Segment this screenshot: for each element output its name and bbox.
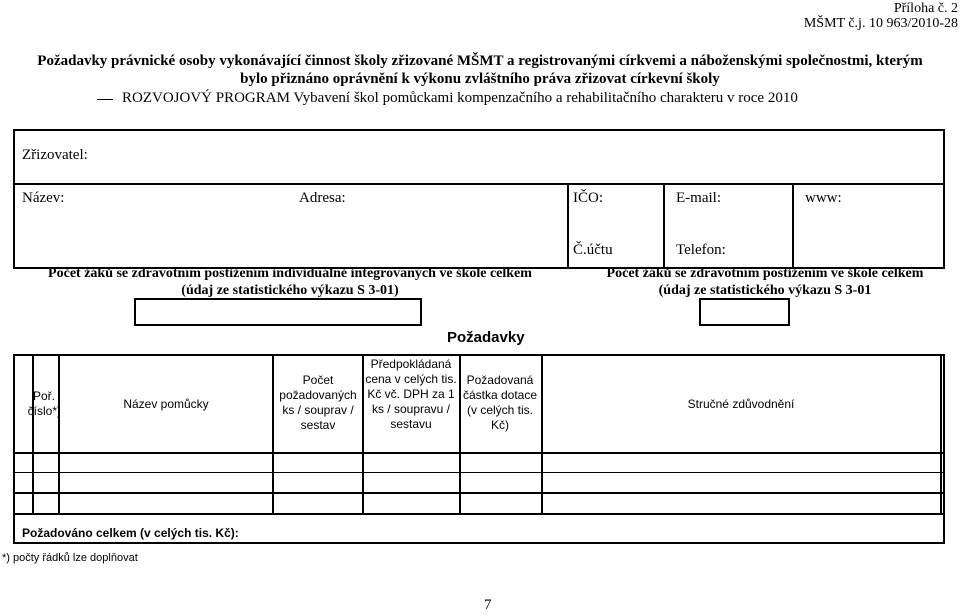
title-line-3: ROZVOJOVÝ PROGRAM Vybavení škol pomůckami kompenzačního a rehabilitačního charakteru v roce 2010 [122, 90, 798, 106]
divider [663, 183, 665, 269]
col-header-subsidy: Požadovaná částka dotace (v celých tis. Kč) [462, 373, 538, 432]
col-header-order: Poř. číslo*] [27, 389, 61, 418]
divider [272, 354, 274, 513]
appendix-label: Příloha č. 2 [893, 1, 958, 16]
divider [58, 354, 60, 513]
www-label: www: [805, 190, 842, 206]
divider [13, 183, 945, 185]
total-pupils-input[interactable] [699, 298, 790, 326]
title-line-2: bylo přiznáno oprávnění k výkonu zvláštního práva zřizovat církevní školy [240, 71, 720, 87]
total-requested-label: Požadováno celkem (v celých tis. Kč): [22, 526, 239, 540]
title-dash [97, 99, 113, 100]
footnote: *) počty řádků lze doplňovat [2, 552, 138, 564]
col-header-quantity: Počet požadovaných ks / souprav / sestav [279, 373, 357, 432]
divider [13, 472, 945, 473]
divider [541, 354, 543, 513]
divider [13, 492, 945, 494]
col-header-justification: Stručné zdůvodnění [687, 397, 795, 411]
title-line-1: Požadavky právnické osoby vykonávající činnost školy zřizované MŠMT a registrovanými církvemi a náboženskými společnostmi, kterým [37, 53, 923, 69]
integrated-pupils-input[interactable] [134, 298, 422, 326]
integrated-pupils-label: Počet žáků se zdravotním postižením individuálně integrovaných ve škole celkem (údaj ze statistického výkazu S 3-01) [48, 266, 532, 298]
divider [940, 354, 942, 513]
account-label: Č.účtu [573, 242, 613, 258]
divider [13, 513, 945, 515]
founder-label: Zřizovatel: [22, 147, 88, 163]
divider [567, 183, 569, 269]
col-header-unit-price: Předpokládaná cena v celých tis. Kč vč. DPH za 1 ks / soupravu / sestavu [365, 357, 457, 431]
divider [792, 183, 794, 269]
reference-number: MŠMT č.j. 10 963/2010-28 [803, 16, 958, 31]
phone-label: Telefon: [676, 242, 726, 258]
ico-label: IČO: [573, 190, 603, 206]
email-label: E-mail: [676, 190, 721, 206]
name-label: Název: [22, 190, 65, 206]
col-header-aid-name: Název pomůcky [123, 397, 209, 411]
requests-heading: Požadavky [447, 329, 525, 346]
address-label: Adresa: [299, 190, 346, 206]
total-pupils-label: Počet žáků se zdravotním postižením ve škole celkem (údaj ze statistického výkazu S 3-01 [606, 266, 924, 298]
page-number: 7 [484, 597, 492, 613]
divider [32, 354, 34, 513]
divider [13, 452, 945, 454]
